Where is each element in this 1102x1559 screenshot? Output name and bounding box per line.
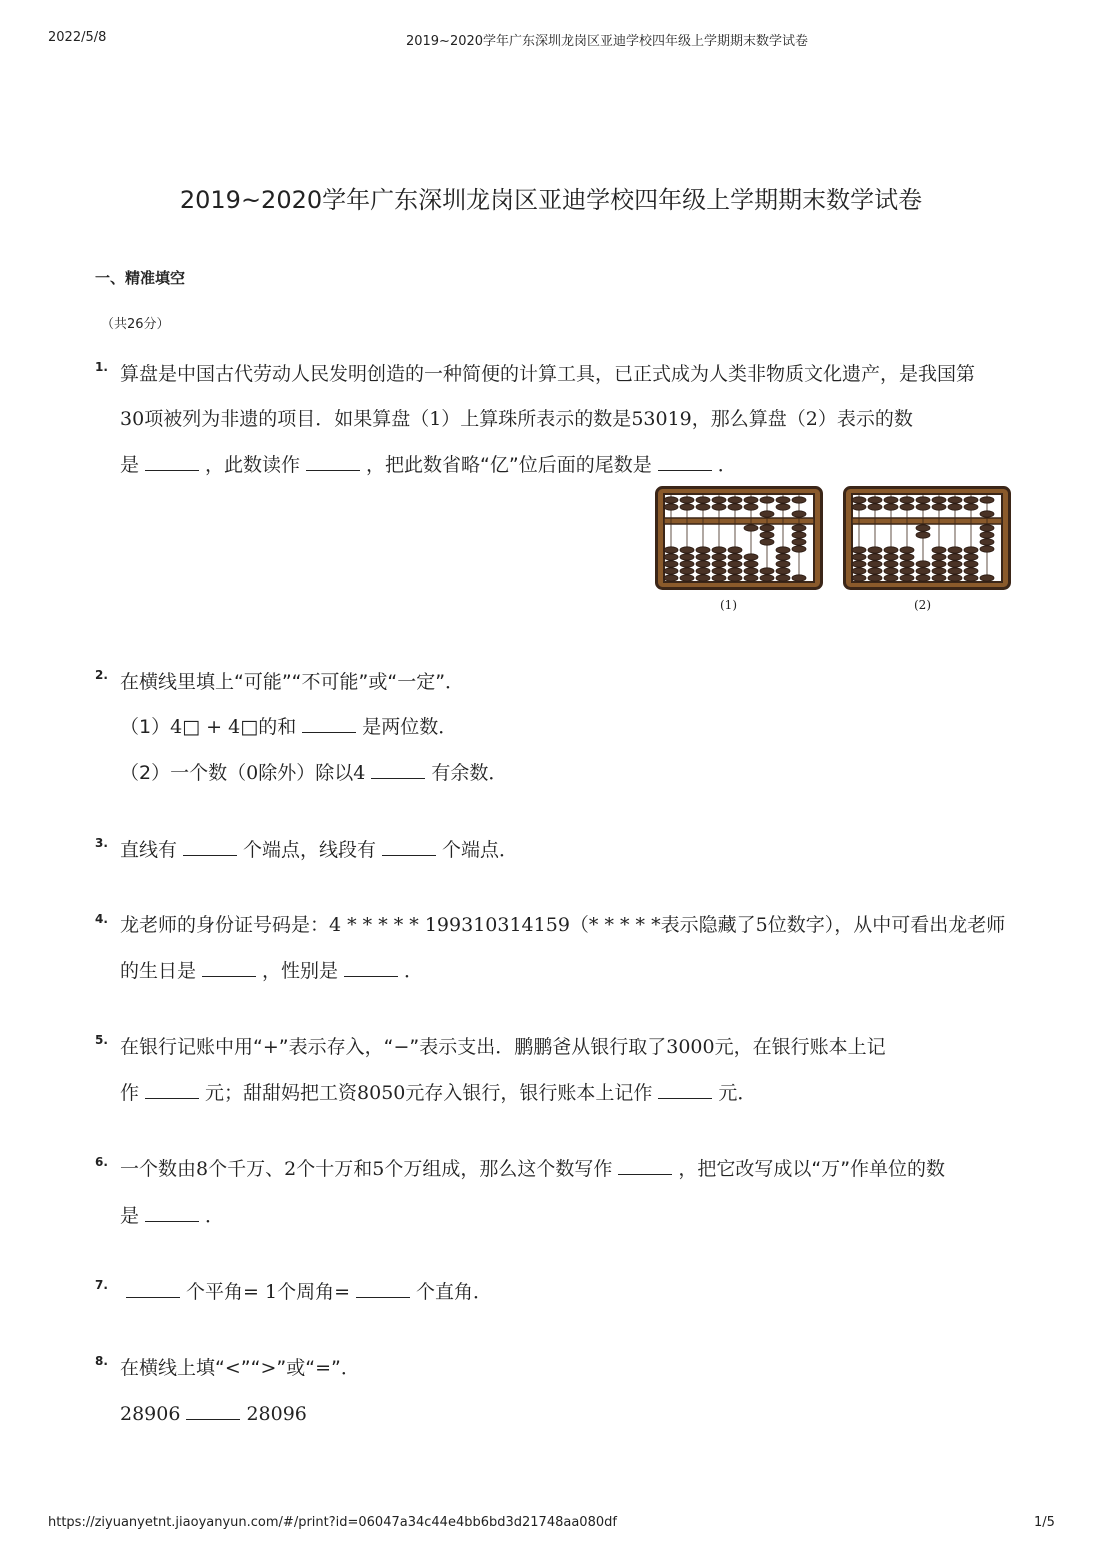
question-number: 1. <box>95 360 108 374</box>
question-number: 8. <box>95 1354 108 1368</box>
question-text: 个平角= 1个周角= 个直角． <box>120 1280 492 1304</box>
question-text: 龙老师的身份证号码是：4 * * * * * 199310314159（* * * * *表示隐藏了5位数字），从中可看出龙老师 <box>120 914 1006 936</box>
header-title: 2019~2020学年广东深圳龙岗区亚迪学校四年级上学期期末数学试卷 <box>405 34 809 49</box>
abacus-2-graphic <box>843 486 1011 590</box>
abacus-image-2 <box>843 486 1011 594</box>
page-number: 1/5 <box>1034 1515 1055 1530</box>
answer-blank[interactable] <box>145 1205 199 1222</box>
question-subpart: （2）一个数（0除外）除以4 有余数． <box>120 762 508 784</box>
question-number: 3. <box>95 836 108 850</box>
answer-blank[interactable] <box>186 1403 240 1420</box>
question-text: 作 元；甜甜妈把工资8050元存入银行，银行账本上记作 元． <box>120 1082 757 1104</box>
question-number: 2. <box>95 668 108 682</box>
question-text: 是 ． <box>120 1205 225 1227</box>
question-text: 在横线上填“<”“>”或“=”． <box>120 1357 360 1379</box>
question-subpart: （1）4□ + 4□的和 是两位数． <box>120 716 458 738</box>
answer-blank[interactable] <box>344 960 398 977</box>
question-number: 4. <box>95 912 108 926</box>
abacus-image-1 <box>655 486 823 594</box>
question-number: 5. <box>95 1033 108 1047</box>
answer-blank[interactable] <box>371 762 425 779</box>
answer-blank[interactable] <box>658 454 712 471</box>
question-text: 一个数由8个千万、2个十万和5个万组成，那么这个数写作 ，把它改写成以“万”作单位的数 <box>120 1158 946 1180</box>
answer-blank[interactable] <box>618 1158 672 1175</box>
answer-blank[interactable] <box>145 454 199 471</box>
document-title: 2019~2020学年广东深圳龙岗区亚迪学校四年级上学期期末数学试卷 <box>179 186 923 214</box>
answer-blank[interactable] <box>202 960 256 977</box>
abacus-caption-2: (2) <box>914 598 931 612</box>
question-text: 的生日是 ，性别是 ． <box>120 960 424 982</box>
section-heading: 一、精准填空 <box>95 269 186 287</box>
answer-blank[interactable] <box>302 716 356 733</box>
answer-blank[interactable] <box>356 1281 410 1298</box>
question-number: 7. <box>95 1278 108 1292</box>
section-score: （共26分） <box>101 317 170 332</box>
answer-blank[interactable] <box>126 1281 180 1298</box>
question-text: 直线有 个端点，线段有 个端点． <box>120 839 519 861</box>
question-text: 28906 28096 <box>120 1403 307 1425</box>
question-text: 在银行记账中用“+”表示存入，“−”表示支出．鹏鹏爸从银行取了3000元，在银行账本上记 <box>120 1036 886 1058</box>
question-number: 6. <box>95 1155 108 1169</box>
question-text: 30项被列为非遗的项目．如果算盘（1）上算珠所表示的数是53019，那么算盘（2）表示的数 <box>120 408 913 430</box>
header-date: 2022/5/8 <box>48 30 107 45</box>
answer-blank[interactable] <box>145 1082 199 1099</box>
answer-blank[interactable] <box>382 839 436 856</box>
question-text: 算盘是中国古代劳动人民发明创造的一种简便的计算工具，已正式成为人类非物质文化遗产，是我国第 <box>120 363 976 385</box>
question-text: 在横线里填上“可能”“不可能”或“一定”． <box>120 671 465 693</box>
answer-blank[interactable] <box>306 454 360 471</box>
abacus-caption-1: (1) <box>720 598 737 612</box>
answer-blank[interactable] <box>183 839 237 856</box>
answer-blank[interactable] <box>658 1082 712 1099</box>
abacus-1-graphic <box>655 486 823 590</box>
footer-url[interactable]: https://ziyuanyetnt.jiaoyanyun.com/#/print?id=06047a34c44e4bb6bd3d21748aa080df <box>48 1515 617 1530</box>
question-text: 是 ，此数读作 ，把此数省略“亿”位后面的尾数是 ． <box>120 454 737 476</box>
